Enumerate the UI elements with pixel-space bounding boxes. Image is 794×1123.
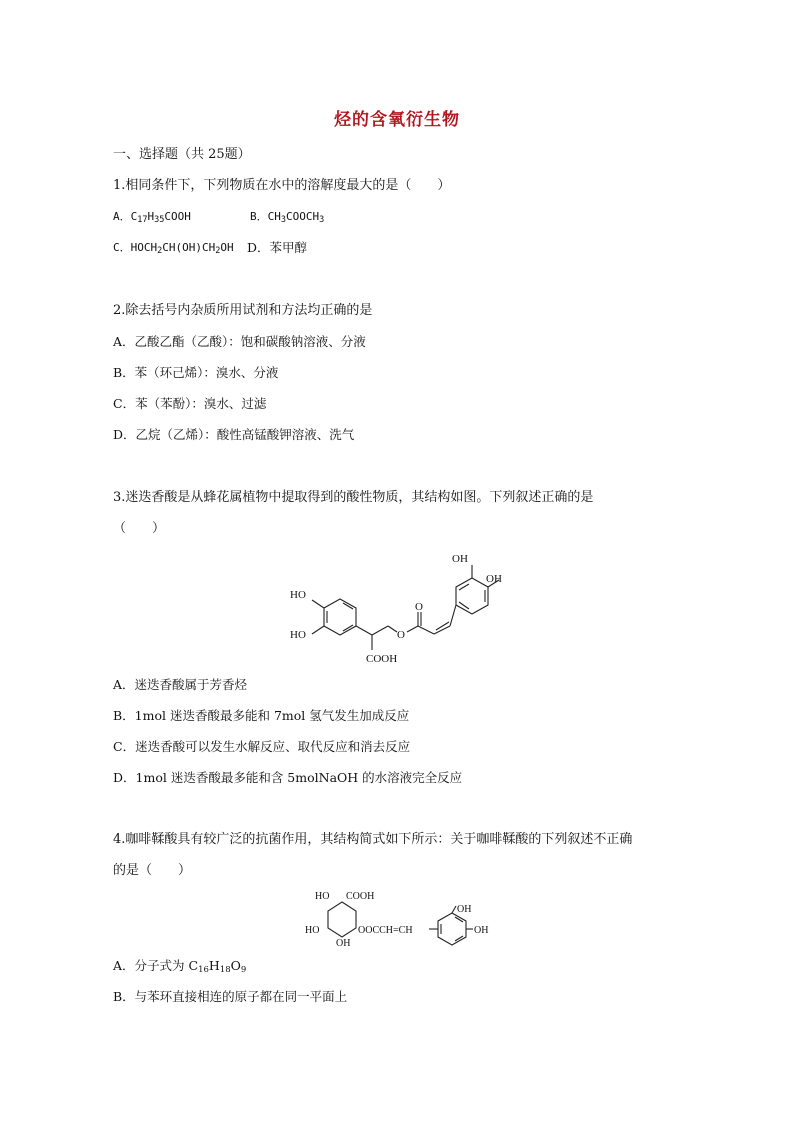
struct-label-ho-2: HO (290, 629, 306, 641)
struct4-label-oh-bottom: OH (336, 938, 351, 949)
q4-option-b: B．与苯环直接相连的原子都在同一平面上 (113, 989, 348, 1004)
struct-label-oh-2: OH (486, 573, 502, 585)
struct4-label-ho-left: HO (305, 925, 320, 936)
q1-option-a: A．$C_{17}H_{35}COOH$ (113, 210, 191, 225)
q2-option-b: B．苯（环己烯）：溴水、分液 (113, 365, 279, 380)
struct-label-o-carbonyl: O (415, 601, 423, 613)
q1-stem: 1.相同条件下，下列物质在水中的溶解度最大的是（ ） (113, 178, 451, 193)
q3-option-c: C．迷迭香酸可以发生水解反应、取代反应和消去反应 (113, 739, 411, 754)
struct-label-o-ester: O (397, 629, 405, 641)
q1-option-c: C．$HOCH_2CH(OH)CH_2OH$ (113, 241, 234, 256)
q1-option-d: D．苯甲醇 (247, 240, 308, 255)
struct-label-cooh: COOH (366, 653, 398, 665)
q4-stem-line2: 的是（ ） (113, 863, 192, 878)
q3-stem: 3.迷迭香酸是从蜂花属植物中提取得到的酸性物质，其结构如图。下列叙述正确的是 (113, 490, 594, 505)
q3-option-d: D．1mol 迷迭香酸最多能和含 5molNaOH 的水溶液完全反应 (113, 770, 463, 785)
struct4-label-ester: OOCCH=CH (358, 925, 413, 936)
struct4-label-cooh: COOH (346, 891, 375, 902)
struct-label-ho-1: HO (290, 589, 306, 601)
q4-stem-line1: 4.咖啡鞣酸具有较广泛的抗菌作用，其结构简式如下所示：关于咖啡鞣酸的下列叙述不正确 (113, 832, 633, 847)
q4-option-a: A．分子式为 $C_{16}H_{18}O_9$ (113, 958, 247, 975)
q2-option-c: C．苯（苯酚）：溴水、过滤 (113, 396, 267, 411)
q2-option-a: A．乙酸乙酯（乙酸）：饱和碳酸钠溶液、分液 (113, 334, 366, 349)
q1-option-b: B．$CH_3COOCH_3$ (250, 210, 325, 225)
struct4-label-ho-top: HO (315, 891, 330, 902)
q2-stem: 2.除去括号内杂质所用试剂和方法均正确的是 (113, 303, 373, 318)
struct4-label-oh-2: OH (474, 925, 489, 936)
section-heading: 一、选择题（共 25题） (113, 147, 251, 162)
struct4-label-oh-1: OH (457, 904, 472, 915)
q2-option-d: D．乙烷（乙烯）：酸性高锰酸钾溶液、洗气 (113, 427, 355, 442)
page-title: 烃的含氧衍生物 (334, 110, 460, 130)
struct-label-oh-1: OH (452, 553, 468, 565)
q3-option-a: A．迷迭香酸属于芳香烃 (113, 677, 248, 692)
q3-paren: （ ） (113, 521, 166, 536)
q3-option-b: B．1mol 迷迭香酸最多能和 7mol 氢气发生加成反应 (113, 708, 410, 723)
